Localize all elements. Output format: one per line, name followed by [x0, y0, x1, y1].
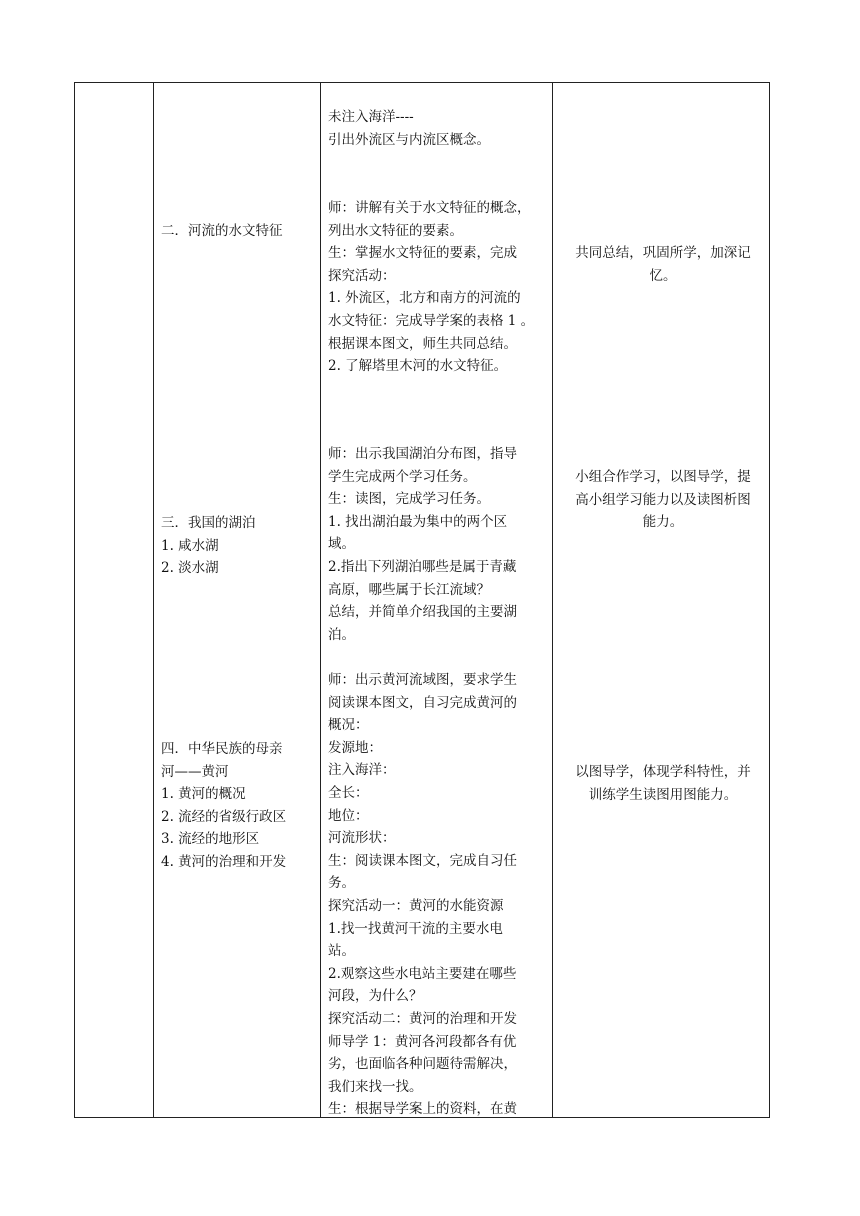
text-line: 二．河流的水文特征: [161, 223, 283, 239]
activity-block-1: [328, 106, 544, 151]
text-line: 生：阅读课本图文，完成自习任: [328, 852, 517, 869]
text-line: 共同总结，巩固所学，加深记: [575, 245, 751, 261]
text-line: 注入海洋：: [328, 762, 396, 779]
text-line: 根据课本图文，师生共同总结。: [328, 335, 517, 352]
text-line: 3. 流经的地形区: [161, 831, 260, 848]
text-line: 生：掌握水文特征的要素，完成: [328, 245, 517, 262]
column-divider: [320, 83, 321, 1117]
text-line: 学生完成两个学习任务。: [328, 468, 477, 485]
text-line: 四．中华民族的母亲: [161, 741, 283, 757]
text-line: 引出外流区与内流区概念。: [328, 131, 490, 148]
text-line: 务。: [328, 875, 355, 892]
text-line: 探究活动二：黄河的治理和开发: [328, 1010, 517, 1027]
text-line: 生：读图，完成学习任务。: [328, 491, 490, 508]
content-section-4: [161, 738, 311, 874]
text-line: 三．我国的湖泊: [161, 515, 256, 531]
text-line: 河段，为什么？: [328, 988, 423, 1005]
lesson-plan-table: [74, 82, 770, 1118]
column-divider: [153, 83, 154, 1117]
text-line: 探究活动：: [328, 267, 396, 284]
text-line: 师导学 1：黄河各河段都各有优: [328, 1033, 517, 1050]
intent-row-4: [561, 761, 765, 806]
text-line: 生：根据导学案上的资料，在黄: [328, 1101, 517, 1118]
text-line: 1.找一找黄河干流的主要水电: [328, 920, 503, 937]
text-line: 训练学生读图用图能力。: [588, 786, 738, 803]
text-line: 2. 淡水湖: [161, 560, 219, 577]
text-line: 总结，并简单介绍我国的主要湖: [328, 604, 517, 621]
activity-block-2: [328, 197, 544, 378]
text-line: 4. 黄河的治理和开发: [161, 853, 287, 870]
text-line: 河——黄河: [161, 763, 229, 780]
text-line: 师：出示我国湖泊分布图，指导: [328, 446, 517, 462]
intent-row-2: [561, 242, 765, 287]
text-line: 概况：: [328, 717, 369, 734]
text-line: 1. 找出湖泊最为集中的两个区: [328, 513, 508, 530]
text-line: 水文特征：完成导学案的表格 1 。: [328, 312, 535, 329]
activity-block-3: [328, 443, 544, 646]
text-line: 小组合作学习，以图导学，提: [575, 469, 751, 485]
text-line: 忆。: [649, 267, 677, 284]
text-line: 河流形状：: [328, 830, 396, 847]
text-line: 2.指出下列湖泊哪些是属于青藏: [328, 558, 517, 575]
activity-block-4: [328, 669, 544, 1121]
text-line: 师：出示黄河流域图，要求学生: [328, 672, 517, 688]
text-line: 2. 流经的省级行政区: [161, 808, 287, 825]
text-line: 高原，哪些属于长江流域？: [328, 581, 490, 598]
text-line: 能力。: [642, 514, 684, 531]
text-line: 列出水文特征的要素。: [328, 222, 463, 239]
text-line: 全长：: [328, 784, 369, 801]
text-line: 劣，也面临各种问题待需解决，: [328, 1056, 517, 1073]
content-section-2: [161, 220, 311, 243]
text-line: 2. 了解塔里木河的水文特征。: [328, 358, 508, 375]
column-divider: [552, 83, 553, 1117]
text-line: 1. 黄河的概况: [161, 786, 246, 803]
content-section-3: [161, 512, 311, 580]
text-line: 地位：: [328, 807, 369, 824]
intent-row-3: [561, 466, 765, 534]
text-line: 我们来找一找。: [328, 1078, 423, 1095]
text-line: 1. 咸水湖: [161, 537, 219, 554]
text-line: 高小组学习能力以及读图析图: [575, 491, 751, 508]
text-line: 1. 外流区，北方和南方的河流的: [328, 290, 521, 307]
text-line: 师：讲解有关于水文特征的概念，: [328, 200, 531, 216]
text-line: 未注入海洋----: [328, 109, 414, 125]
text-line: 探究活动一：黄河的水能资源: [328, 897, 504, 914]
text-line: 站。: [328, 943, 355, 960]
text-line: 发源地：: [328, 739, 382, 756]
text-line: 泊。: [328, 626, 355, 643]
text-line: 2.观察这些水电站主要建在哪些: [328, 965, 517, 982]
text-line: 域。: [328, 536, 355, 553]
text-line: 以图导学，体现学科特性，并: [575, 764, 751, 780]
text-line: 阅读课本图文，自习完成黄河的: [328, 694, 517, 711]
